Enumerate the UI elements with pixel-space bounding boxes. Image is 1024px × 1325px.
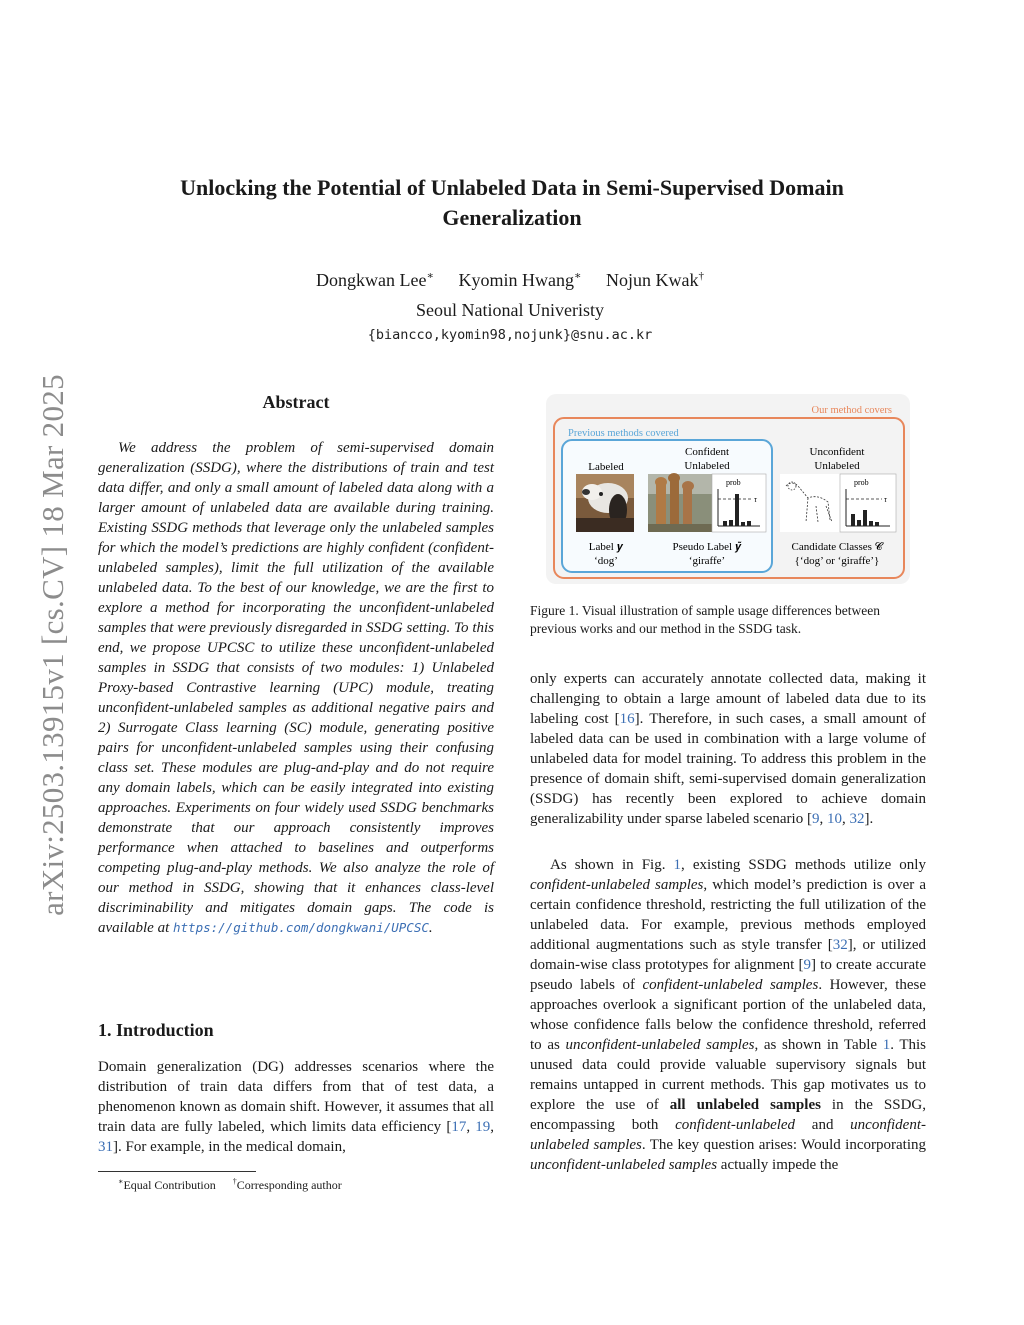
- citation-link[interactable]: 32: [849, 811, 865, 827]
- footnotes: [118, 1177, 356, 1193]
- prob-bar: [857, 520, 861, 526]
- citation-link[interactable]: 17: [451, 1119, 467, 1135]
- prob-bar: [729, 520, 733, 526]
- footnote-corresponding: †Corresponding author: [232, 1177, 342, 1192]
- candidate-classes: Candidate Classes 𝓒: [791, 541, 883, 553]
- candidate-classes-value: {‘dog’ or ‘giraffe’}: [794, 555, 880, 567]
- prob-bar: [851, 514, 855, 526]
- citation-link[interactable]: 9: [811, 811, 820, 827]
- code-link[interactable]: https://github.com/dongkwani/UPCSC: [173, 920, 429, 935]
- footnote-equal-contribution: ∗Equal Contribution: [118, 1177, 216, 1192]
- prob-bar: [875, 522, 879, 526]
- col-header-labeled: Labeled: [588, 461, 624, 473]
- unconfident-prob-chart: [840, 474, 896, 532]
- pseudo-label: Pseudo Label 𝒚̃: [672, 541, 742, 553]
- citation-link[interactable]: 10: [826, 811, 842, 827]
- author: Dongkwan Lee∗: [316, 270, 434, 290]
- footnote-rule: [98, 1171, 256, 1172]
- author: Nojun Kwak†: [605, 270, 704, 290]
- table-ref-link[interactable]: 1: [882, 1037, 891, 1053]
- citation-link[interactable]: 19: [475, 1119, 491, 1135]
- figure-1-illustration: [546, 394, 910, 584]
- prob-bar: [723, 521, 727, 526]
- prob-bar: [735, 494, 739, 526]
- giraffe-photo: [648, 473, 712, 532]
- label-y: Label 𝒚: [588, 541, 624, 553]
- citation-link[interactable]: 9: [803, 957, 811, 973]
- arxiv-identifier: arXiv:2503.13915v1 [cs.CV] 18 Mar 2025: [35, 374, 70, 916]
- figure-caption: Figure 1. Visual illustration of sample usage differences between previous works and our method in the SSDG task.: [530, 603, 880, 636]
- citation-link[interactable]: 16: [619, 711, 635, 727]
- figure-1: [546, 394, 910, 584]
- affiliation: Seoul National Univeristy: [416, 300, 604, 320]
- prob-label: prob: [726, 478, 741, 487]
- author: Kyomin Hwang∗: [458, 270, 582, 290]
- author-email[interactable]: {biancco,kyomin98,nojunk}@snu.ac.kr: [367, 327, 653, 343]
- prob-bar: [741, 522, 745, 526]
- label-y-value: ‘dog’: [594, 555, 618, 567]
- prob-label: prob: [854, 478, 869, 487]
- col-header-unconfident-2: Unlabeled: [814, 460, 860, 472]
- prob-bar: [863, 510, 867, 526]
- body-paragraph: only experts can accurately annotate collected data, making it challenging to obtain a large amount of labeled data due to its labeling cost [16]. Therefore, in such cases, a small amount of labeled data can be used in combination with a large volume of unlabeled data for model training. To address this problem in the presence of domain shift, semi-supervised domain generalization (SSDG) has recently been explored to achieve domain generalizability under sparse labeled scenario [9, 10, 32].: [530, 671, 926, 827]
- abstract-heading: Abstract: [262, 392, 330, 412]
- prob-bar: [747, 521, 751, 526]
- threshold-label: τ: [884, 495, 887, 504]
- author-list: [200, 269, 820, 291]
- dog-photo: [576, 474, 634, 532]
- our-method-label: Our method covers: [811, 405, 892, 416]
- pseudo-label-value: ‘giraffe’: [688, 555, 726, 567]
- threshold-label: τ: [754, 495, 757, 504]
- previous-methods-label: Previous methods covered: [568, 428, 679, 439]
- section-heading-introduction: 1. Introduction: [98, 1020, 214, 1040]
- col-header-unconfident: Unconfident: [809, 446, 865, 458]
- figure-ref-link[interactable]: 1: [673, 857, 682, 873]
- sketch-photo: [780, 474, 840, 532]
- abstract-body: We address the problem of semi-supervised domain generalization (SSDG), where the distributions of train and test data differ, and only a small amount of labeled data along with a larger amount of unlabeled data are available during training. Existing SSDG methods that leverage only the unlabeled samples for which the model’s predictions are highly confident (confident-unlabeled samples), limit the full utilization of the available unlabeled data. To the best of our knowledge, we are the first to explore a method for incorporating the unconfident-unlabeled samples that were previously disregarded in SSDG setting. To this end, we propose UPCSC to utilize these unconfident-unlabeled samples in SSDG that consists of two modules: 1) Unlabeled Proxy-based Contrastive learning (UPC) module, treating unconfident-unlabeled samples as additional negative pairs and 2) Surrogate Class learning (SC) module, generating positive pairs for unconfident-unlabeled samples using their confusing class set. These modules are plug-and-play and do not require any domain labels, which can be easily integrated into existing approaches. Experiments on four widely used SSDG benchmarks demonstrate that our approach consistently improves performance when attached to baselines and outperforms competing plug-and-play methods. We also analyze the role of our method in SSDG, showing that it enhances class-level discriminability and mitigates domain gaps. The code is available at https://github.com/dongkwani/UPCSC.: [98, 440, 494, 936]
- paper-title: Unlocking the Potential of Unlabeled Data in Semi-Supervised Domain Generalization: [180, 175, 844, 230]
- confident-prob-chart: [712, 474, 766, 532]
- citation-link[interactable]: 31: [98, 1139, 113, 1155]
- body-paragraph: As shown in Fig. 1, existing SSDG methods utilize only confident-unlabeled samples, which model’s prediction is over a certain confidence threshold, restricting the full utilization of the unlabeled data. For example, previous methods employed additional augmentations such as style transfer [32], or utilized domain-wise class prototypes for alignment [9] to create accurate pseudo labels of confident-unlabeled samples. However, these approaches overlook a significant portion of the unlabeled data, whose confidence falls below the confidence threshold, referred to as unconfident-unlabeled samples, as shown in Table 1. This unused data could provide valuable supervisory signals but remains untapped in current methods. This gap motivates us to explore the use of all unlabeled samples in the SSDG, encompassing both confident-unlabeled and unconfident-unlabeled samples. The key question arises: Would incorporating unconfident-unlabeled samples actually impede the: [530, 857, 927, 1173]
- col-header-confident: Confident: [685, 446, 729, 458]
- intro-paragraph: Domain generalization (DG) addresses scenarios where the distribution of train data differs from that of test data, a phenomenon known as domain shift. However, it assumes that all train data are fully labeled, which limits data efficiency [17, 19, 31]. For example, in the medical domain,: [98, 1059, 494, 1155]
- prob-bar: [869, 521, 873, 526]
- citation-link[interactable]: 32: [832, 937, 848, 953]
- col-header-confident-2: Unlabeled: [684, 460, 730, 472]
